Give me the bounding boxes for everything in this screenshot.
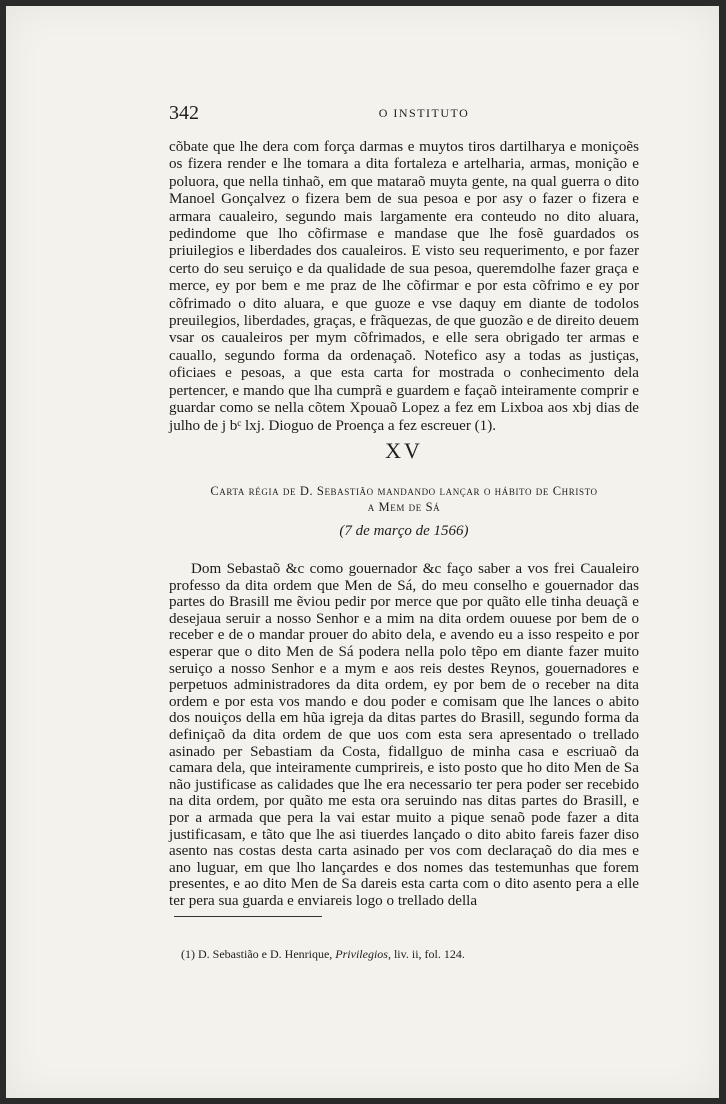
document-title-line-1: Carta régia de D. Sebastião mandando lançar o hábito de Christo bbox=[210, 484, 598, 498]
document-date: (7 de março de 1566) bbox=[339, 523, 469, 539]
paragraph-letter: Dom Sebastaõ &c como gouernador &c faço saber a vos frei Caualeiro professo da dita ordem que Men de Sá, do meu conselho e gouernador das partes do Brasill me ẽviou pedir por merce que por quãto elle tinha deuaçã e desejaua seruir a nosso Senhor e a mim na dita ordem ouuese por bem de o receber e de o mandar prouer do abito dela, e avendo eu a isso respeito e por esperar que o dito Men de Sá podera nella polo tẽpo em diante fazer muito seruiço a nosso Senhor e a mym e aos reis destes Reynos, gouernadores e perpetuos administradores da dita ordem, ey por bem de o receber na dita ordem e por esta vos mando e dou poder e comisam que lhe lances o abito dos nouiços della em hũa igreja da ditas partes do Brasill, segundo forma da definiçaõ da dita ordem de que uos com esta sera apresentado o trellado asinado per Sebastiam da Costa, fidallguo de minha casa e escriuaõ da camara dela, que inteiramente cumprireis, e isto posto que ho dito Men de Sa não justificase as calidades que lhe era necessario ter pera poder ser recebido na dita ordem, por quãto me esta ora seruindo nas ditas partes do Brasill, e por a armada que pera la vai estar muito a pique senaõ pode fazer a dita justificasam, e tãto que lhe asi tiuerdes lançado o dito abito fareis fazer diso asento nas costas desta carta asinado per vos com declaraçaõ do dia mes e ano luguar, em que lho lançardes e dos nomes das testemunhas que forem presentes, e ao dito Men de Sa dareis esta carta com o dito asento pera a elle ter pera sua guarda e enviareis logo o trellado della bbox=[169, 561, 639, 909]
page-number: 342 bbox=[169, 102, 199, 124]
footnote-names: D. Sebastião e D. Henrique, bbox=[198, 947, 333, 961]
document-title-line-2: a Mem de Sá bbox=[367, 500, 441, 514]
page-header bbox=[169, 102, 639, 124]
text-block-letter bbox=[169, 561, 639, 909]
footnote-divider bbox=[174, 916, 322, 917]
paragraph-continuation: cõbate que lhe dera com força darmas e muytos tiros dartilharya e moniçoẽs os fizera render e lhe tomara a dita fortaleza e artelharia, armas, monição e poluora, que nella tinhaõ, em que mataraõ muyta gente, na qual guerra o dito Manoel Gonçalvez o fizera bem de sua pesoa e por asy o fazer o fizera e armara caualeiro, segundo mais largamente era conteudo no dito aluara, pedindome que lho cõfirmase e mandase que lhe fosẽ guardados os priuilegios e liberdades dos caualeiros. E visto seu requerimento, e por fazer certo do seu seruiço e da qualidade de sua pesoa, queremdolhe fazer graça e merce, ey por bem e me praz de lhe cõfirmar e por esta cõfrimo e ey por cõfrimado o dito aluara, e que guoze e vse daquy em diante de todolos preuilegios, liberdades, graças, e frãquezas, de que guozão e de direito deuem vsar os caualeiros per mym cõfrimados, e elle sera obrigado ter armas e cauallo, segundo forma da ordenaçaõ. Notefico asy a todas as justiças, oficiaes e pesoas, a que esta carta for mostrada o conhecimento dela pertencer, e mando que lha cumprã e guardem e façaõ inteiramente comprir e guardar como se nella cõtem Xpouaõ Lopez a fez em Lixboa aos xbj dias de julho de j bᶜ lxj. Dioguo de Proença a fez escreuer (1). bbox=[169, 139, 639, 434]
running-title: O INSTITUTO bbox=[378, 106, 470, 120]
footnote bbox=[181, 947, 641, 962]
page-sheet bbox=[6, 6, 719, 1098]
footnote-location: liv. ii, fol. 124. bbox=[393, 947, 465, 961]
footnote-work: Privilegios, bbox=[335, 947, 391, 961]
footnote-marker: (1) bbox=[181, 947, 195, 961]
document-title bbox=[169, 483, 639, 515]
section-number: XV bbox=[385, 438, 423, 463]
text-block-continuation bbox=[169, 139, 639, 435]
